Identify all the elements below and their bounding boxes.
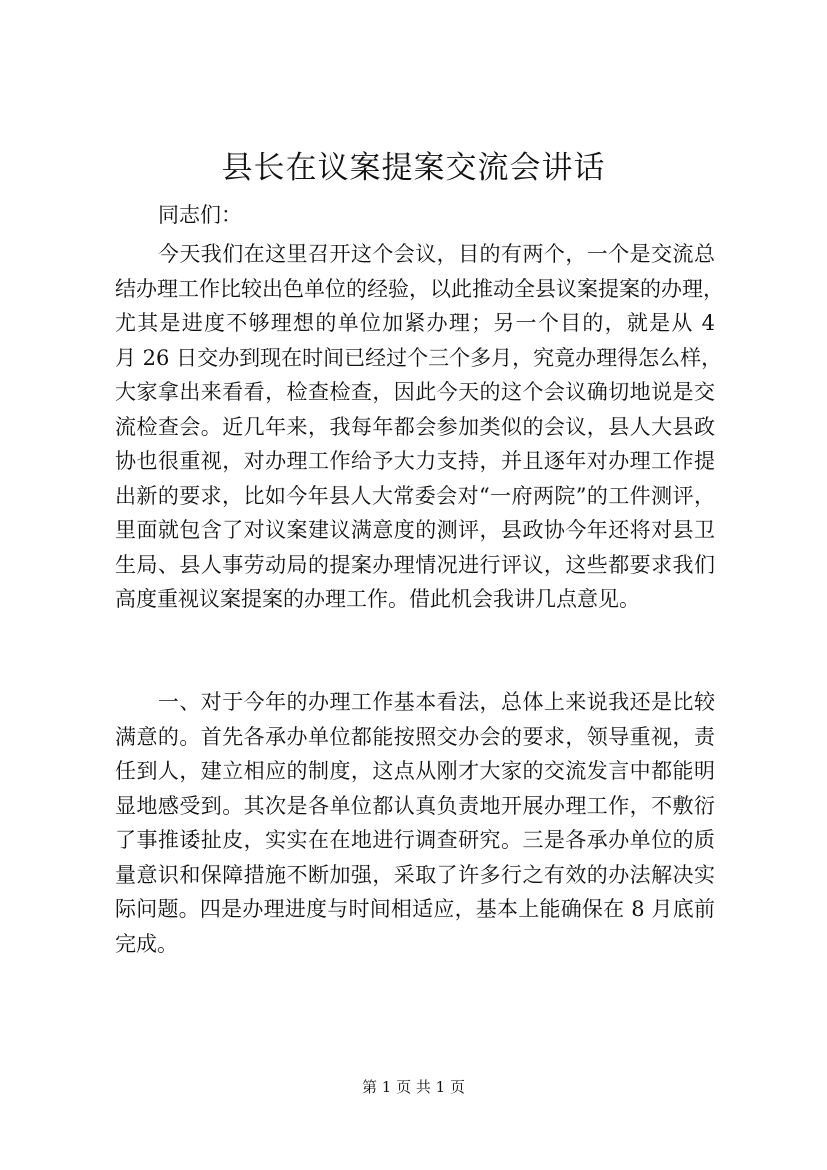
page-footer: 第 1 页 共 1 页 [362, 1078, 465, 1096]
paragraph-line: 际问题。四是办理进度与时间相适应，基本上能确保在 8 月底前 [115, 897, 715, 921]
paragraph-line: 显地感受到。其次是各单位都认真负责地开展办理工作，不敷衍 [115, 793, 715, 818]
paragraph-line: 满意的。首先各承办单位都能按照交办会的要求，领导重视，责 [115, 724, 715, 749]
paragraph-line: 尤其是进度不够理想的单位加紧办理；另一个目的，就是从 4 [115, 311, 715, 335]
paragraph-line: 了事推诿扯皮，实实在在地进行调查研究。三是各承办单位的质 [115, 828, 715, 852]
paragraph-line: 协也很重视，对办理工作给予大力支持，并且逐年对办理工作提 [115, 449, 715, 473]
paragraph-line: 里面就包含了对议案建议满意度的测评，县政协今年还将对县卫 [115, 518, 715, 542]
paragraph-line: 量意识和保障措施不断加强，采取了许多行之有效的办法解决实 [115, 862, 715, 887]
paragraph-line: 结办理工作比较出色单位的经验，以此推动全县议案提案的办理， [115, 276, 724, 301]
paragraph-line: 任到人，建立相应的制度，这点从刚才大家的交流发言中都能明 [115, 759, 715, 783]
paragraph-line: 生局、县人事劳动局的提案办理情况进行评议，这些都要求我们 [115, 552, 715, 577]
paragraph-line: 月 26 日交办到现在时间已经过个三个多月，究竟办理得怎么样， [115, 345, 723, 370]
paragraph-line: 高度重视议案提案的办理工作。借此机会我讲几点意见。 [115, 587, 640, 611]
paragraph-line: 出新的要求，比如今年县人大常委会对“一府两院”的工件测评， [115, 483, 715, 508]
document-title: 县长在议案提案交流会讲话 [221, 150, 606, 186]
paragraph-line: 大家拿出来看看，检查检查，因此今天的这个会议确切地说是交 [115, 380, 715, 404]
paragraph-1 [115, 237, 724, 617]
paragraph-2 [115, 685, 715, 961]
paragraph-line: 今天我们在这里召开这个会议，目的有两个，一个是交流总 [115, 242, 715, 266]
salutation: 同志们： [158, 203, 242, 227]
paragraph-line: 一、对于今年的办理工作基本看法，总体上来说我还是比较 [115, 690, 715, 714]
paragraph-line: 完成。 [115, 931, 178, 956]
paragraph-line: 流检查会。近几年来，我每年都会参加类似的会议，县人大县政 [115, 414, 715, 439]
